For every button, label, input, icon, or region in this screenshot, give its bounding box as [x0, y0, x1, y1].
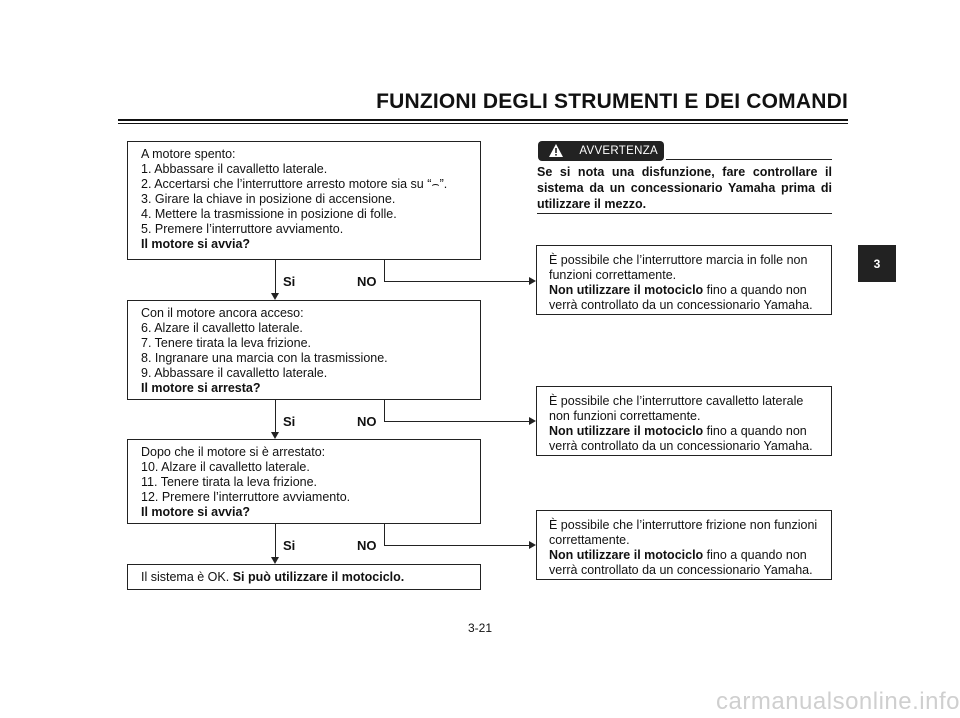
header-rule-thin: [118, 123, 848, 124]
yes-connector: [275, 260, 276, 294]
warning-triangle-icon: [548, 143, 564, 158]
flow-step-1: [127, 141, 481, 260]
result-warning-bold: Non utilizzare il motociclo: [549, 424, 704, 438]
step-line: A motore spento:: [141, 147, 236, 161]
yes-label: Si: [283, 274, 296, 289]
no-connector: [384, 281, 530, 282]
no-connector: [384, 400, 385, 421]
arrow-right-icon: [529, 417, 536, 425]
result-line: funzioni correttamente.: [549, 268, 677, 282]
chapter-tab: 3: [858, 245, 896, 282]
step-line: 4. Mettere la trasmissione in posizione di folle.: [141, 207, 397, 221]
no-connector: [384, 421, 530, 422]
result-line: È possibile che l’interruttore marcia in folle non: [549, 253, 808, 267]
yes-label: Si: [283, 414, 296, 429]
arrow-down-icon: [271, 293, 279, 300]
warning-rule: [537, 213, 832, 214]
warning-rule: [666, 159, 832, 160]
result-line: correttamente.: [549, 533, 630, 547]
result-warning-bold: Non utilizzare il motociclo: [549, 283, 704, 297]
header-rule: [118, 119, 848, 121]
step-line: 11. Tenere tirata la leva frizione.: [141, 475, 318, 489]
step-question: Il motore si arresta?: [141, 381, 261, 395]
arrow-down-icon: [271, 432, 279, 439]
no-connector: [384, 524, 385, 545]
flow-step-3: [127, 439, 481, 524]
result-line: verrà controllato da un concessionario Yamaha.: [549, 563, 813, 577]
yes-connector: [275, 524, 276, 558]
step-question: Il motore si avvia?: [141, 237, 251, 251]
result-box-2: [536, 386, 832, 456]
result-line: È possibile che l’interruttore cavalletto laterale: [549, 394, 804, 408]
step-line: 10. Alzare il cavalletto laterale.: [141, 460, 310, 474]
page-title: FUNZIONI DEGLI STRUMENTI E DEI COMANDI: [376, 90, 848, 113]
result-line: fino a quando non: [703, 424, 807, 438]
yes-label: Si: [283, 538, 296, 553]
result-line: verrà controllato da un concessionario Yamaha.: [549, 298, 813, 312]
step-line: 8. Ingranare una marcia con la trasmissione.: [141, 351, 388, 365]
step-line: 5. Premere l’interruttore avviamento.: [141, 222, 344, 236]
step-question: Il motore si avvia?: [141, 505, 251, 519]
step-line: 3. Girare la chiave in posizione di accensione.: [141, 192, 396, 206]
arrow-right-icon: [529, 541, 536, 549]
result-warning-bold: Non utilizzare il motociclo: [549, 548, 704, 562]
no-label: NO: [357, 274, 377, 289]
arrow-down-icon: [271, 557, 279, 564]
flow-final: [127, 564, 481, 590]
step-line: Con il motore ancora acceso:: [141, 306, 304, 320]
step-line: 9. Abbassare il cavalletto laterale.: [141, 366, 328, 380]
flow-step-2: [127, 300, 481, 400]
step-line: 6. Alzare il cavalletto laterale.: [141, 321, 303, 335]
step-line: 1. Abbassare il cavalletto laterale.: [141, 162, 328, 176]
yes-connector: [275, 400, 276, 433]
result-line: È possibile che l’interruttore frizione non funzioni: [549, 518, 818, 532]
result-box-3: [536, 510, 832, 580]
step-line: Dopo che il motore si è arrestato:: [141, 445, 326, 459]
no-label: NO: [357, 538, 377, 553]
result-line: fino a quando non: [703, 283, 807, 297]
final-text: Il sistema è OK.: [141, 570, 233, 584]
step-line: 7. Tenere tirata la leva frizione.: [141, 336, 312, 350]
warning-label: AVVERTENZA: [579, 145, 658, 157]
page-number: 3-21: [467, 621, 493, 635]
step-line: 2. Accertarsi che l’interruttore arresto motore sia su “⌢”.: [141, 177, 448, 191]
result-box-1: [536, 245, 832, 315]
no-label: NO: [357, 414, 377, 429]
arrow-right-icon: [529, 277, 536, 285]
warning-text: Se si nota una disfunzione, fare controllare il sistema da un concessionario Yamaha prima di utilizzare il mezzo.: [537, 165, 832, 211]
watermark: carmanualsonline.info: [716, 688, 960, 715]
no-connector: [384, 260, 385, 281]
final-text-bold: Si può utilizzare il motociclo.: [232, 570, 405, 584]
step-line: 12. Premere l’interruttore avviamento.: [141, 490, 351, 504]
result-line: verrà controllato da un concessionario Yamaha.: [549, 439, 813, 453]
no-connector: [384, 545, 530, 546]
result-line: fino a quando non: [703, 548, 807, 562]
result-line: non funzioni correttamente.: [549, 409, 701, 423]
